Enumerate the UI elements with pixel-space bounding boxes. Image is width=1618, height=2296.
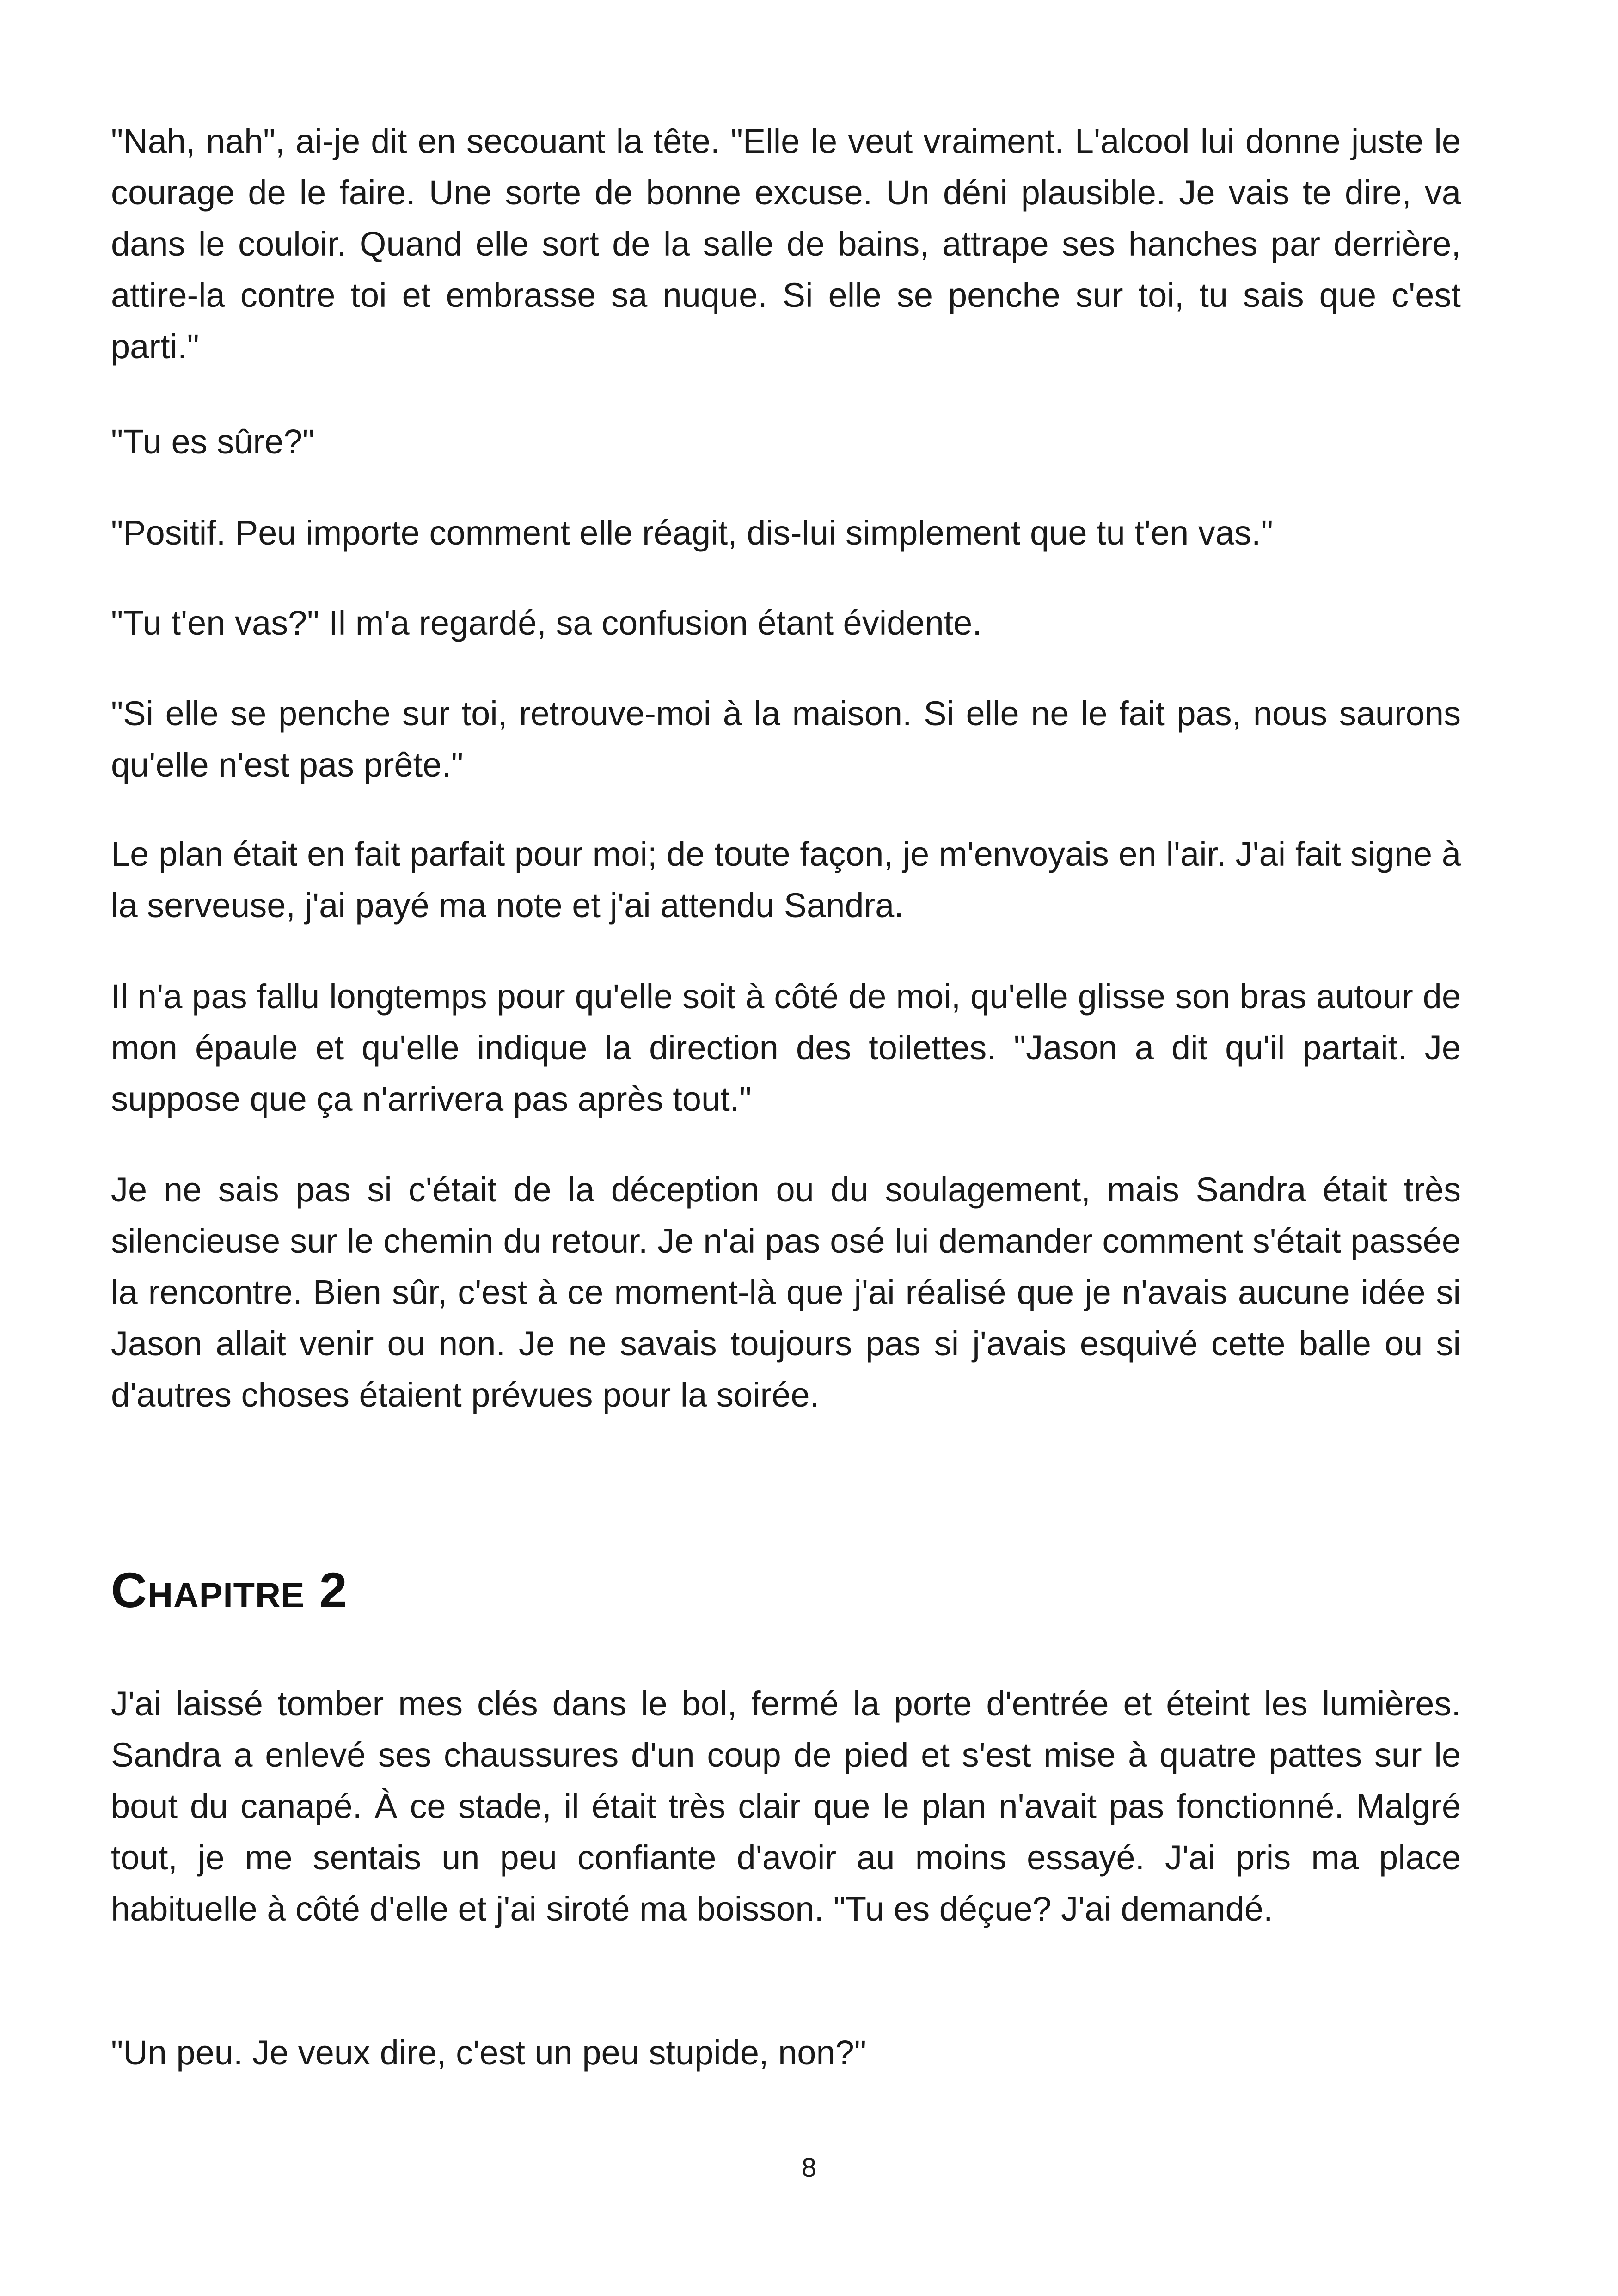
paragraph-5: "Si elle se penche sur toi, retrouve-moi à la maison. Si elle ne le fait pas, nous saurons qu'elle n'est pas prête." — [111, 694, 1461, 784]
page-number: 8 — [801, 2153, 817, 2183]
paragraph-9: J'ai laissé tomber mes clés dans le bol, fermé la porte d'entrée et éteint les lumières. Sandra a enlevé ses chaussures d'un coup de pied et s'est mise à quatre pattes sur le bout du canapé. À ce stade, il était très clair que le plan n'avait pas fonctionné. Malgré tout, je me sentais un peu confiante d'avoir au moins essayé. J'ai pris ma place habituelle à côté d'elle et j'ai siroté ma boisson. "Tu es déçue? J'ai demandé. — [111, 1684, 1461, 1928]
paragraph-7: Il n'a pas fallu longtemps pour qu'elle soit à côté de moi, qu'elle glisse son bras autour de mon épaule et qu'elle indique la direction des toilettes. "Jason a dit qu'il partait. Je suppose que ça n'arrivera pas après tout." — [111, 977, 1461, 1118]
chapter-heading: Chapitre 2 — [111, 1562, 348, 1618]
paragraph-2: "Tu es sûre?" — [111, 422, 315, 461]
paragraph-4: "Tu t'en vas?" Il m'a regardé, sa confusion étant évidente. — [111, 604, 982, 642]
paragraph-8: Je ne sais pas si c'était de la déception ou du soulagement, mais Sandra était très silencieuse sur le chemin du retour. Je n'ai pas osé lui demander comment s'était passée la rencontre. Bien sûr, c'est à ce moment-là que j'ai réalisé que je n'avais aucune idée si Jason allait venir ou non. Je ne savais toujours pas si j'avais esquivé cette balle ou si d'autres choses étaient prévues pour la soirée. — [111, 1170, 1461, 1414]
paragraph-10: "Un peu. Je veux dire, c'est un peu stupide, non?" — [111, 2033, 867, 2072]
paragraph-1: "Nah, nah", ai-je dit en secouant la tête. "Elle le veut vraiment. L'alcool lui donne juste le courage de le faire. Une sorte de bonne excuse. Un déni plausible. Je vais te dire, va dans le couloir. Quand elle sort de la salle de bains, attrape ses hanches par derrière, attire-la contre toi et embrasse sa nuque. Si elle se penche sur toi, tu sais que c'est parti." — [111, 122, 1461, 366]
paragraph-6: Le plan était en fait parfait pour moi; de toute façon, je m'envoyais en l'air. J'ai fait signe à la serveuse, j'ai payé ma note et j'ai attendu Sandra. — [111, 835, 1461, 925]
paragraph-3: "Positif. Peu importe comment elle réagit, dis-lui simplement que tu t'en vas." — [111, 514, 1273, 552]
